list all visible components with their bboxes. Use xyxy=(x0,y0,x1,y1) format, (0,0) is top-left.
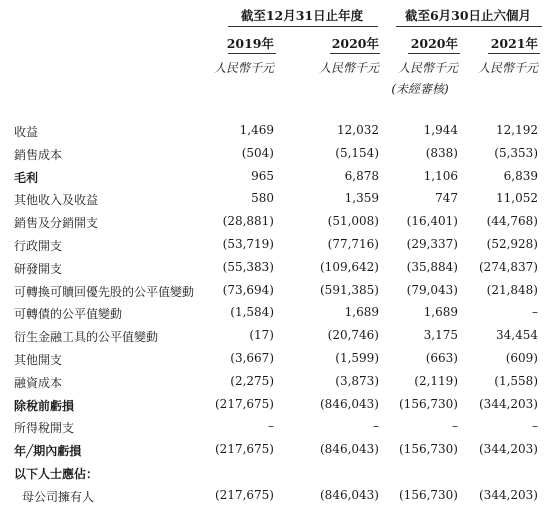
row-value-col-4: 34,454 xyxy=(496,328,538,343)
table-row xyxy=(0,486,550,508)
table-row xyxy=(0,189,550,211)
row-value-col-3: 747 xyxy=(435,191,458,206)
table-row xyxy=(0,303,550,325)
row-value-col-4: – xyxy=(532,419,538,434)
row-value-col-1: (217,675) xyxy=(215,487,274,502)
row-value-col-1: (217,675) xyxy=(215,442,274,457)
row-label: 可轉換可贖回優先股的公平值變動 xyxy=(14,284,195,299)
row-label: 其他收入及收益 xyxy=(14,193,99,208)
year-header-2021-half: 2021年 xyxy=(490,36,538,51)
row-value-col-1: (2,275) xyxy=(230,373,274,388)
row-value-col-3: (156,730) xyxy=(399,396,458,411)
table-row xyxy=(0,167,550,189)
row-label: 年╱期內虧損 xyxy=(14,444,82,459)
year-2020-half-underline xyxy=(408,53,460,54)
row-value-col-1: (217,675) xyxy=(215,396,274,411)
row-value-col-4: (344,203) xyxy=(479,487,538,502)
table-row xyxy=(0,144,550,166)
row-value-col-4: (52,928) xyxy=(486,237,538,251)
row-value-col-2: 1,689 xyxy=(344,305,379,320)
year-2019-underline xyxy=(228,53,276,54)
row-value-col-2: 1,359 xyxy=(344,191,379,206)
period-year-underline xyxy=(228,26,378,27)
table-row xyxy=(0,349,550,371)
row-value-col-4: 12,192 xyxy=(496,123,538,137)
row-value-col-2: (3,873) xyxy=(335,373,379,388)
row-value-col-4: (21,848) xyxy=(486,282,538,297)
row-value-col-1: 580 xyxy=(251,191,274,206)
row-value-col-3: – xyxy=(452,419,458,434)
unit-label-2020-half: 人民幣千元 xyxy=(397,61,458,75)
row-value-col-1: (504) xyxy=(241,145,274,160)
row-value-col-3: (16,401) xyxy=(406,214,458,229)
row-label: 行政開支 xyxy=(14,239,63,253)
row-value-col-1: 1,469 xyxy=(239,123,274,137)
row-value-col-2: 6,878 xyxy=(344,168,379,183)
row-label: 除稅前虧損 xyxy=(14,398,75,413)
year-header-2020-half: 2020年 xyxy=(410,36,458,51)
table-row xyxy=(0,258,550,280)
row-value-col-3: 1,944 xyxy=(423,123,458,137)
row-label: 所得稅開支 xyxy=(14,421,75,436)
row-value-col-3: (663) xyxy=(425,351,458,365)
row-value-col-1: (55,383) xyxy=(222,259,274,274)
row-value-col-1: (3,667) xyxy=(230,351,274,365)
year-2020-full-underline xyxy=(330,53,380,54)
period-header-year: 截至12月31日止年度 xyxy=(240,8,364,23)
row-label: 其他開支 xyxy=(14,353,63,367)
row-value-col-2: (109,642) xyxy=(320,259,379,274)
row-value-col-4: (609) xyxy=(505,351,538,365)
row-value-col-1: (28,881) xyxy=(222,214,274,229)
unaudited-note: (未經審核) xyxy=(391,82,449,96)
row-value-col-4: 11,052 xyxy=(496,191,538,206)
row-label: 收益 xyxy=(14,125,39,139)
table-row xyxy=(0,372,550,394)
row-value-col-3: (35,884) xyxy=(406,259,458,274)
row-value-col-3: (79,043) xyxy=(406,282,458,297)
row-value-col-1: 965 xyxy=(251,168,274,183)
table-row xyxy=(0,212,550,234)
table-row xyxy=(0,326,550,348)
year-header-2019: 2019年 xyxy=(226,36,274,51)
row-value-col-3: (156,730) xyxy=(399,487,458,502)
unit-label-2019: 人民幣千元 xyxy=(213,61,274,75)
row-value-col-1: (73,694) xyxy=(222,282,274,297)
period-header-half: 截至6月30日止六個月 xyxy=(404,8,532,23)
table-row xyxy=(0,463,550,485)
row-value-col-4: (344,203) xyxy=(479,442,538,457)
table-row xyxy=(0,395,550,417)
row-value-col-2: – xyxy=(373,419,379,434)
row-value-col-2: (846,043) xyxy=(320,442,379,457)
table-row xyxy=(0,417,550,439)
row-label: 融資成本 xyxy=(14,375,63,390)
row-value-col-3: (29,337) xyxy=(406,237,458,251)
unit-label-2020-full: 人民幣千元 xyxy=(318,61,379,75)
row-label: 可轉債的公平值變動 xyxy=(14,307,123,322)
table-row xyxy=(0,235,550,257)
row-value-col-3: (838) xyxy=(425,145,458,160)
row-value-col-4: (344,203) xyxy=(479,396,538,411)
row-value-col-2: (846,043) xyxy=(320,487,379,502)
row-value-col-1: (53,719) xyxy=(222,237,274,251)
row-label: 以下人士應佔： xyxy=(14,467,99,481)
row-value-col-4: (5,353) xyxy=(494,145,538,160)
year-header-2020-full: 2020年 xyxy=(331,36,379,51)
row-value-col-3: (156,730) xyxy=(399,442,458,457)
row-value-col-2: 12,032 xyxy=(337,123,379,137)
period-half-underline xyxy=(396,26,542,27)
unit-label-2021-half: 人民幣千元 xyxy=(477,61,538,75)
row-value-col-4: (274,837) xyxy=(479,259,538,274)
row-value-col-3: 1,106 xyxy=(423,168,458,183)
row-value-col-4: (1,558) xyxy=(494,373,538,388)
table-row xyxy=(0,440,550,462)
row-value-col-2: (591,385) xyxy=(320,282,379,297)
row-value-col-4: – xyxy=(532,305,538,320)
row-label: 衍生金融工具的公平值變動 xyxy=(14,330,159,345)
row-value-col-2: (5,154) xyxy=(335,145,379,160)
row-label: 母公司擁有人 xyxy=(22,489,95,504)
row-value-col-3: 1,689 xyxy=(423,305,458,320)
table-row xyxy=(0,121,550,143)
row-label: 研發開支 xyxy=(14,261,63,276)
row-value-col-2: (846,043) xyxy=(320,396,379,411)
row-label: 毛利 xyxy=(14,170,39,185)
row-value-col-1: (1,584) xyxy=(230,305,274,320)
row-value-col-3: 3,175 xyxy=(423,328,458,343)
table-row xyxy=(0,281,550,303)
year-2021-half-underline xyxy=(488,53,540,54)
row-label: 銷售及分銷開支 xyxy=(14,216,99,231)
row-value-col-1: (17) xyxy=(249,328,274,343)
row-value-col-1: – xyxy=(268,419,274,434)
row-value-col-2: (51,008) xyxy=(327,214,379,229)
row-value-col-2: (20,746) xyxy=(327,328,379,343)
row-value-col-2: (77,716) xyxy=(327,237,379,251)
row-value-col-4: 6,839 xyxy=(503,168,538,183)
row-value-col-3: (2,119) xyxy=(414,373,458,388)
row-value-col-2: (1,599) xyxy=(335,351,379,365)
row-value-col-4: (44,768) xyxy=(486,214,538,229)
row-label: 銷售成本 xyxy=(14,147,63,162)
